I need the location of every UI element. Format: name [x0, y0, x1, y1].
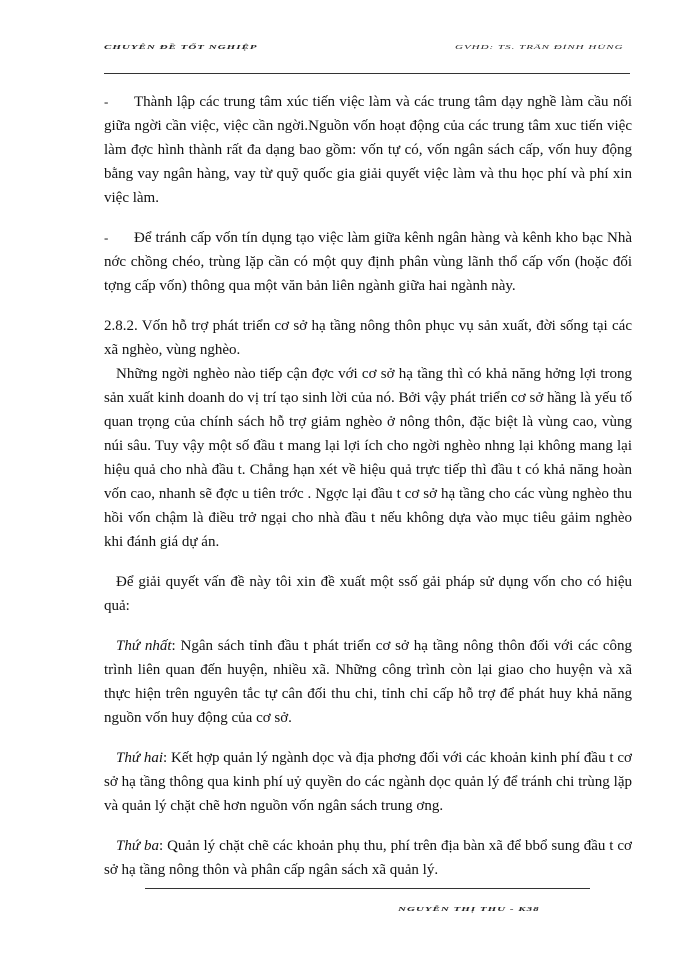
body-paragraph: Những ngời nghèo nào tiếp cận đợc với cơ sở hạ tầng thì có khả năng hởng lợi trong sản xuất kinh doanh do vị trí tạo sinh lời của nó. Bởi vậy phát triển cơ sở hầng là yếu tố quan trọng của chính sách hỗ trợ giảm nghèo ở nông thôn, đặc biệt là vùng cao, vùng núi sâu. Tuy vậy một số đầu t mang lại lợi ích cho ngời nghèo nhng lại không mang lại hiệu quả cho nhà đầu t. Chẳng hạn xét về hiệu quả trực tiếp thì đầu t có khả năng hoàn vốn cao, nhanh sẽ đợc u tiên trớc . Ngợc lại đầu t cơ sở hạ tầng cho các vùng nghèo thu hồi vốn chậm là điều trở ngại cho nhà đầu t nếu không dựa vào mục tiêu gảim nghèo khi đánh giá dự án. [104, 366, 632, 550]
item-text: : Kết hợp quản lý ngành dọc và địa phơng đối với các khoản kinh phí đầu t cơ sở hạ tầng thông qua kinh phí uỷ quyền do các ngành dọc quản lý để tránh chi trùng lặp và quản lý chặt chẽ hơn nguồn vốn ngân sách trung ơng. [104, 750, 632, 814]
bullet-dash: - [104, 230, 109, 245]
bullet-dash: - [104, 94, 109, 109]
bullet-text: Để tránh cấp vốn tín dụng tạo việc làm giữa kênh ngân hàng và kênh kho bạc Nhà nớc chồng chéo, trùng lặp cần có một quy định phân vùng lãnh thổ cấp vốn (hoặc đối tợng cấp vốn) thông qua một văn bản liên ngành giữa hai ngành này. [104, 230, 632, 294]
item-label: Thứ hai [116, 750, 164, 766]
running-header-left: CHUYÊN ĐỀ TỐT NGHIỆP [104, 44, 258, 51]
item-label: Thứ nhất [116, 638, 172, 654]
running-footer: NGUYỄN THỊ THU - K38 [398, 906, 540, 913]
solution-item-1 [104, 634, 632, 730]
section-heading: 2.8.2. Vốn hỗ trợ phát triển cơ sở hạ tầng nông thôn phục vụ sản xuất, đời sống tại các xã nghèo, vùng nghèo. [104, 318, 632, 358]
header-rule [104, 73, 630, 74]
bullet-paragraph [104, 226, 632, 298]
item-text: : Quản lý chặt chẽ các khoản phụ thu, phí trên địa bàn xã để bbổ sung đầu t cơ sở hạ tầng nông thôn và phân cấp ngân sách xã quản lý. [104, 838, 632, 878]
solution-item-3 [104, 834, 632, 882]
intro-paragraph: Để giải quyết vấn đề này tôi xin đề xuất một ssố gải pháp sử dụng vốn cho có hiệu quả: [104, 574, 632, 614]
bullet-text: Thành lập các trung tâm xúc tiến việc làm và các trung tâm dạy nghề làm cầu nối giữa ngời cần việc, việc cần ngời.Nguồn vốn hoạt động của các trung tâm xuc tiến việc làm đợc hình thành rất đa dạng bao gồm: vốn tự có, vốn ngân sách cấp, vốn huy động bằng vay ngân hàng, vay từ quỹ quốc gia giải quyết việc làm và thu học phí và phí xin việc làm. [104, 94, 632, 206]
item-label: Thứ ba [116, 838, 159, 854]
running-header-right: GVHD: TS. TRẦN ĐÌNH HÙNG [455, 44, 624, 51]
page-body [104, 90, 632, 882]
item-text: : Ngân sách tỉnh đầu t phát triển cơ sở hạ tầng nông thôn đối với các công trình liên quan đến huyện, nhiều xã. Những công trình còn lại giao cho huyện và xã thực hiện trên nguyên tắc tự cân đối thu chi, tỉnh chỉ cấp hỗ trợ để phát huy khả năng nguồn vốn huy động của cơ sở. [104, 638, 632, 726]
footer-rule [145, 888, 590, 889]
bullet-paragraph [104, 90, 632, 210]
solution-item-2 [104, 746, 632, 818]
